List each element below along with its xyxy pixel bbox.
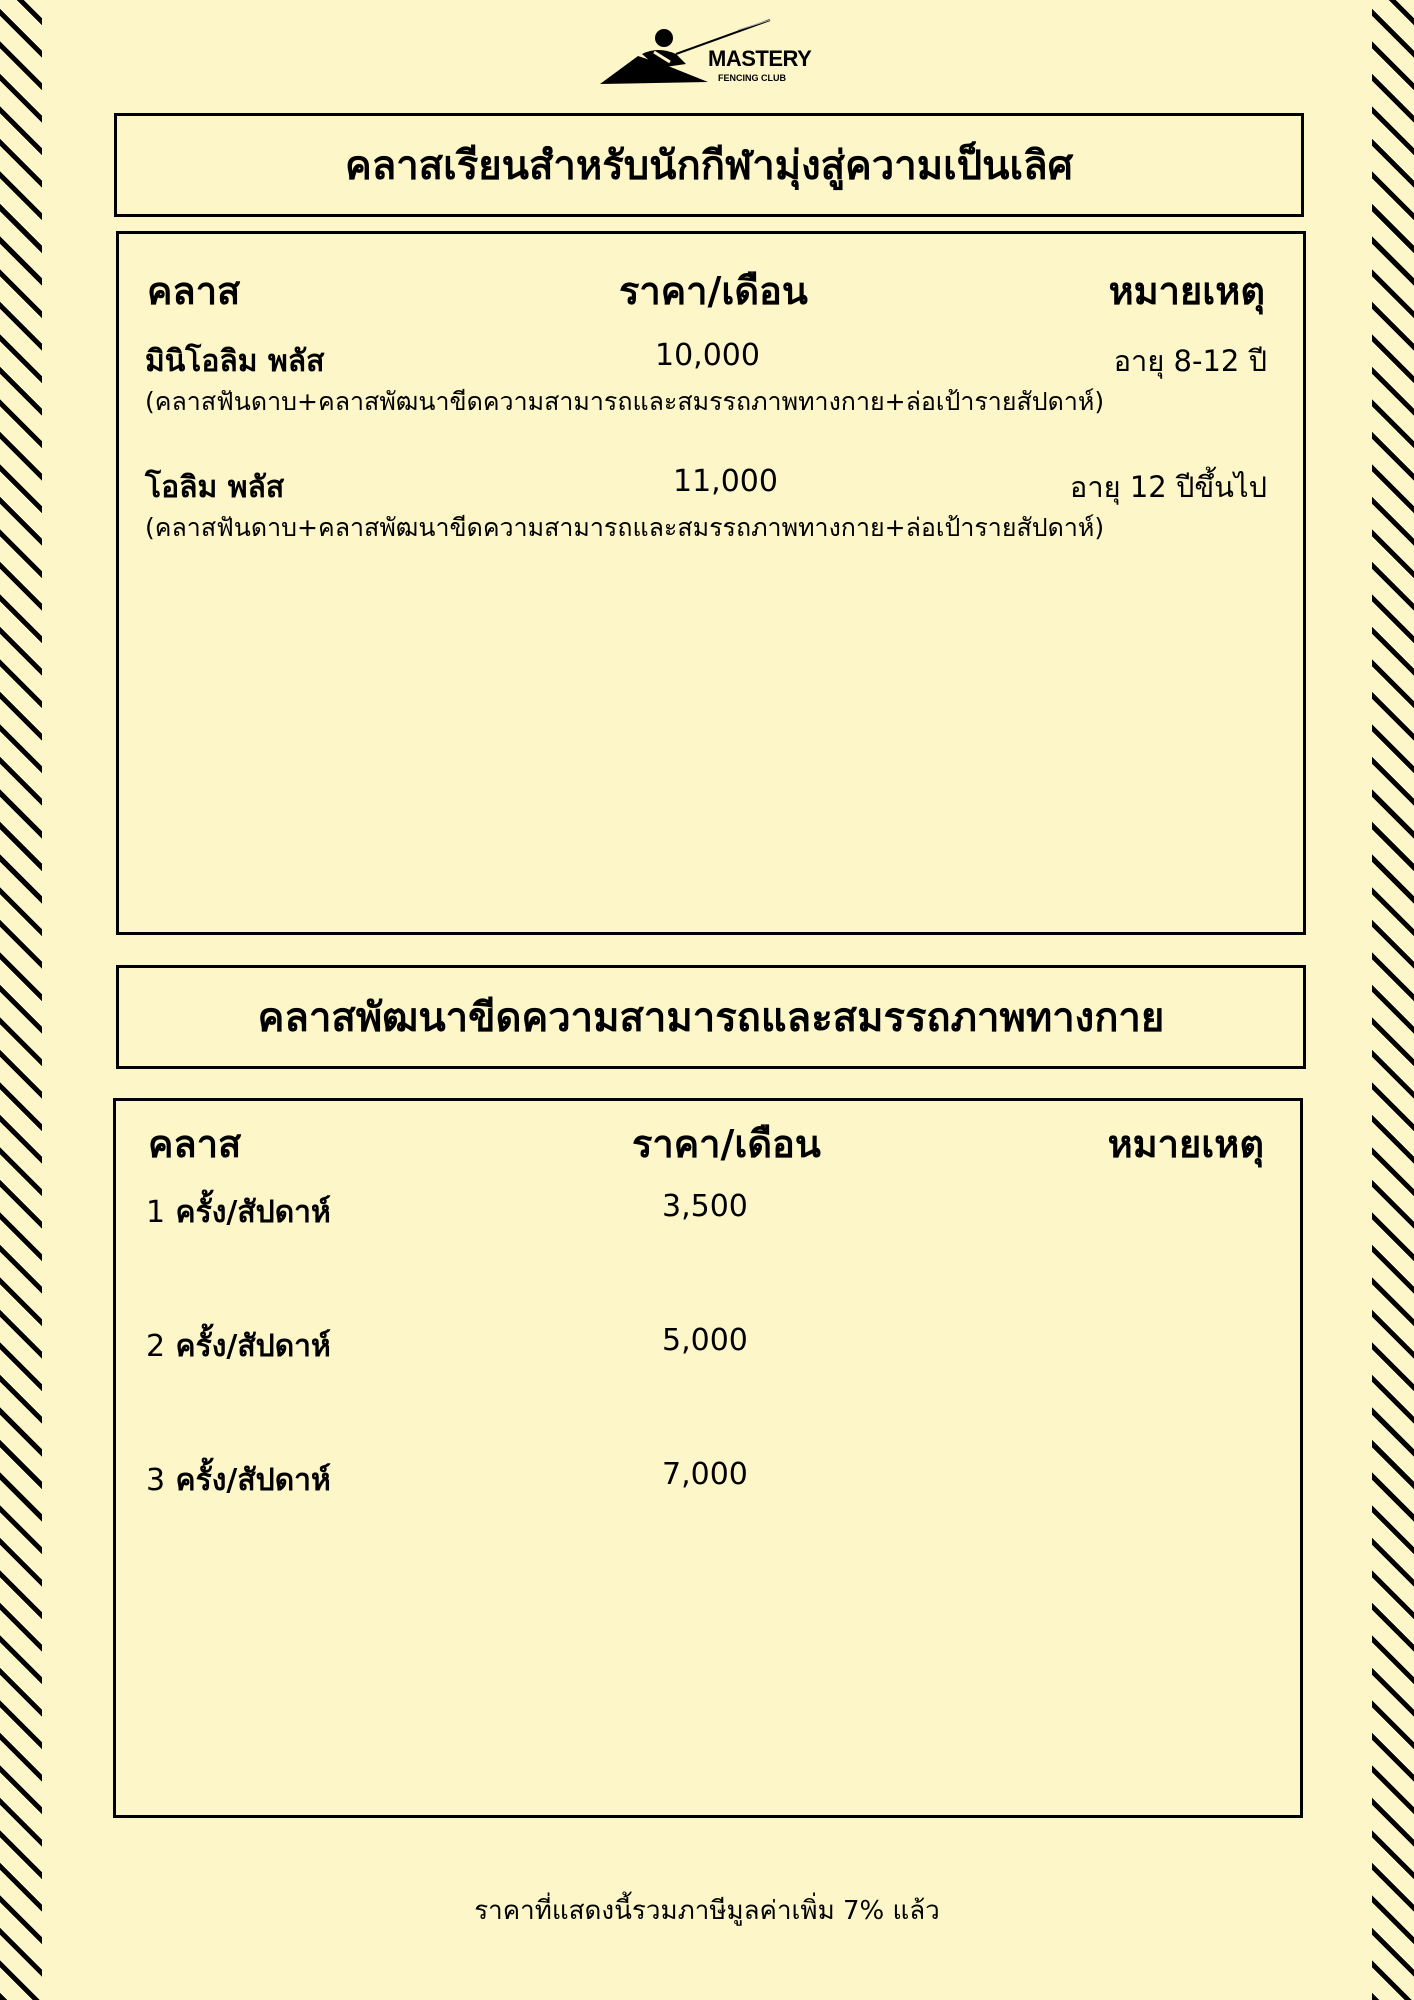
- section1-table: [116, 231, 1306, 935]
- section1-title: คลาสเรียนสำหรับนักกีฬามุ่งสู่ความเป็นเลิศ: [344, 143, 1074, 189]
- logo-subtitle: FENCING CLUB: [718, 73, 786, 83]
- decorative-stripe-right: [1372, 0, 1414, 2000]
- section2-header-note: หมายเหตุ: [1107, 1122, 1264, 1166]
- class-name: มินิโอลิม พลัส: [145, 344, 325, 379]
- frequency-label: 2 ครั้ง/สัปดาห์: [146, 1329, 331, 1364]
- section2-header-price: ราคา/เดือน: [632, 1122, 821, 1166]
- section2-table: [113, 1098, 1303, 1818]
- section2-title: คลาสพัฒนาขีดความสามารถและสมรรถภาพทางกาย: [257, 995, 1165, 1041]
- class-description: (คลาสฟันดาบ+คลาสพัฒนาขีดความสามารถและสมรรถภาพทางกาย+ล่อเป้ารายสัปดาห์): [145, 513, 1105, 542]
- class-name: โอลิม พลัส: [145, 470, 285, 505]
- section2-header-class: คลาส: [148, 1122, 242, 1166]
- section1-header-price: ราคา/เดือน: [619, 269, 808, 313]
- class-price: 11,000: [673, 464, 778, 499]
- frequency-price: 5,000: [662, 1323, 748, 1358]
- frequency-price: 7,000: [662, 1457, 748, 1492]
- frequency-label: 3 ครั้ง/สัปดาห์: [146, 1463, 331, 1498]
- club-logo: [598, 16, 818, 88]
- class-note: อายุ 12 ปีขึ้นไป: [1069, 470, 1267, 504]
- class-note: อายุ 8-12 ปี: [1113, 344, 1267, 378]
- section2-title-box: [116, 965, 1306, 1069]
- vat-note: ราคาที่แสดงนี้รวมภาษีมูลค่าเพิ่ม 7% แล้ว: [474, 1896, 940, 1926]
- class-description: (คลาสฟันดาบ+คลาสพัฒนาขีดความสามารถและสมรรถภาพทางกาย+ล่อเป้ารายสัปดาห์): [145, 387, 1105, 416]
- logo-name: MASTERY: [708, 46, 812, 71]
- section1-header-note: หมายเหตุ: [1108, 269, 1265, 313]
- frequency-label: 1 ครั้ง/สัปดาห์: [146, 1195, 331, 1230]
- decorative-stripe-left: [0, 0, 42, 2000]
- class-price: 10,000: [655, 338, 760, 373]
- section1-title-box: [114, 113, 1304, 217]
- frequency-price: 3,500: [662, 1189, 748, 1224]
- section1-header-class: คลาส: [147, 269, 241, 313]
